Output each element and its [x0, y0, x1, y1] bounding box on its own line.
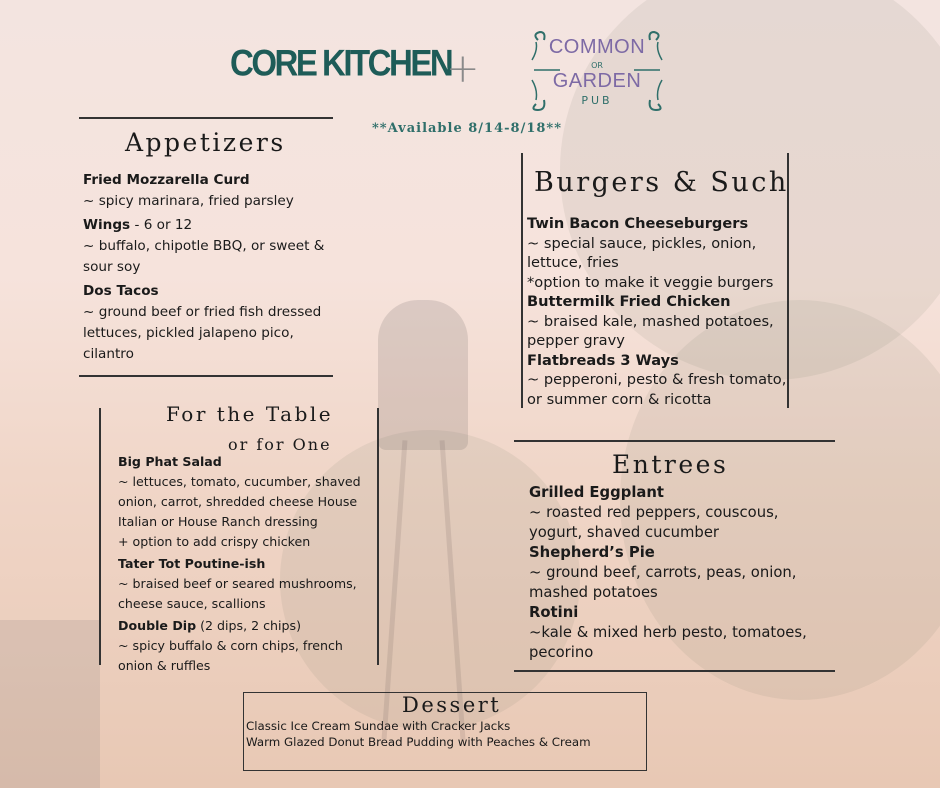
table-left-rule — [99, 408, 101, 665]
item-name: Twin Bacon Cheeseburgers — [527, 215, 749, 232]
menu-item — [527, 292, 787, 351]
core-kitchen-logo: CORE KITCHEN — [230, 41, 452, 84]
item-description: ~ braised beef or seared mushrooms, cheese sauce, scallions — [118, 576, 357, 611]
item-name: Fried Mozzarella Curd — [83, 172, 250, 188]
item-note: *option to make it veggie burgers — [527, 273, 774, 291]
item-description: ~ spicy buffalo & corn chips, french onion & ruffles — [118, 638, 343, 673]
item-name: Rotini — [529, 604, 579, 621]
appetizers-list — [83, 170, 333, 368]
logo-line3: GARDEN — [552, 70, 642, 92]
burgers-left-rule — [521, 153, 523, 408]
menu-item — [83, 170, 333, 212]
appetizers-bottom-rule — [79, 375, 333, 377]
logo-line4: PUB — [581, 94, 613, 107]
appetizers-top-rule — [79, 117, 333, 119]
burgers-list — [527, 214, 787, 409]
menu-item — [118, 616, 373, 676]
menu-item — [83, 281, 333, 365]
item-description: ~ special sauce, pickles, onion, lettuce, fries — [527, 234, 757, 271]
item-description: ~ braised kale, mashed potatoes, pepper gravy — [527, 312, 774, 349]
item-name: Grilled Eggplant — [529, 484, 664, 501]
entrees-title: Entrees — [612, 450, 729, 479]
item-description: ~ ground beef, carrots, peas, onion, mashed potatoes — [529, 564, 797, 601]
item-description: ~ ground beef or fried fish dressed lettuces, pickled jalapeno pico, cilantro — [83, 304, 322, 362]
table-right-rule — [377, 408, 379, 665]
dessert-item: Warm Glazed Donut Bread Pudding with Peaches & Cream — [246, 735, 591, 749]
item-name: Tater Tot Poutine-ish — [118, 556, 266, 571]
item-description: ~ lettuces, tomato, cucumber, shaved onion, carrot, shredded cheese House Italian or House Ranch dressing — [118, 474, 361, 529]
menu-item — [529, 603, 829, 663]
for-the-table-title: For the Table — [166, 402, 334, 426]
dessert-title: Dessert — [402, 693, 502, 717]
item-name: Double Dip — [118, 618, 197, 633]
entrees-list — [529, 483, 829, 663]
item-name: Dos Tacos — [83, 283, 159, 299]
item-note: + option to add crispy chicken — [118, 534, 311, 549]
water-tower — [378, 300, 468, 450]
availability-note: **Available 8/14-8/18** — [372, 121, 563, 136]
item-description: ~ roasted red peppers, couscous, yogurt, shaved cucumber — [529, 504, 779, 541]
item-description: ~ pepperoni, pesto & fresh tomato, or summer corn & ricotta — [527, 371, 787, 408]
menu-item — [527, 351, 787, 410]
item-description: ~ buffalo, chipotle BBQ, or sweet & sour soy — [83, 238, 325, 275]
menu-item — [83, 215, 333, 278]
common-or-garden-pub-logo — [530, 30, 664, 112]
item-description: ~ spicy marinara, fried parsley — [83, 193, 294, 209]
menu-item — [118, 452, 373, 552]
item-name: Shepherd’s Pie — [529, 544, 655, 561]
logo-line2: OR — [591, 61, 603, 70]
for-the-table-list — [118, 452, 373, 678]
background-building — [0, 620, 100, 788]
item-name: Big Phat Salad — [118, 454, 222, 469]
entrees-bottom-rule — [514, 670, 835, 672]
menu-item — [529, 543, 829, 603]
entrees-top-rule — [514, 440, 835, 442]
burgers-title: Burgers & Such — [534, 167, 789, 198]
appetizers-title: Appetizers — [125, 128, 286, 157]
menu-item — [529, 483, 829, 543]
item-extra: - 6 or 12 — [130, 217, 193, 233]
dessert-list — [246, 718, 646, 750]
item-name: Buttermilk Fried Chicken — [527, 293, 731, 310]
item-name: Wings — [83, 217, 131, 233]
menu-item — [527, 214, 787, 292]
for-the-table-subtitle: or for One — [228, 435, 332, 454]
item-name: Flatbreads 3 Ways — [527, 351, 679, 369]
item-extra: (2 dips, 2 chips) — [196, 618, 302, 633]
plus-sign: + — [446, 46, 480, 92]
item-description: ~kale & mixed herb pesto, tomatoes, pecorino — [529, 624, 807, 661]
dessert-item: Classic Ice Cream Sundae with Cracker Jacks — [246, 719, 511, 733]
menu-item — [118, 554, 373, 614]
logo-line1: COMMON — [548, 36, 646, 58]
